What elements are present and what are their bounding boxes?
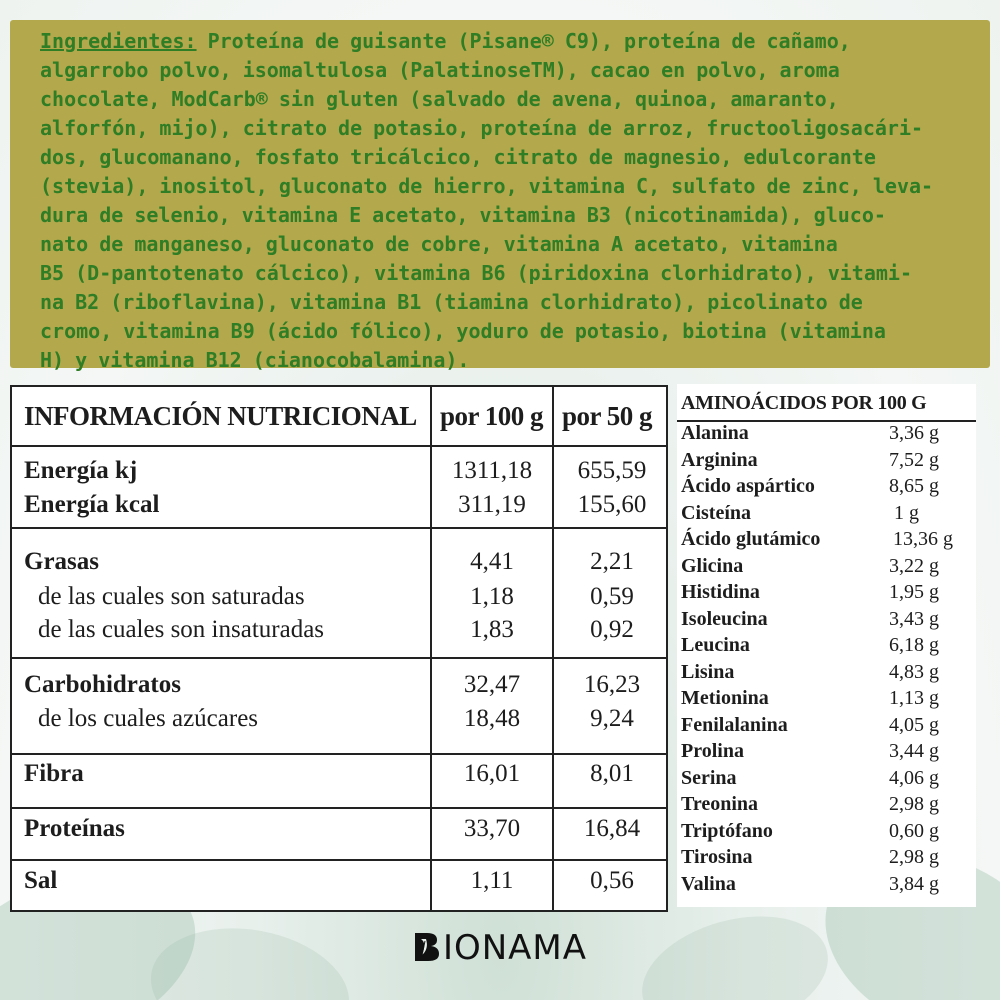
brand-logo — [380, 928, 620, 968]
amino-name: Prolina — [681, 740, 744, 762]
ingredients-line: na B2 (riboflavina), vitamina B1 (tiamina clorhidrato), picolinato de — [40, 290, 863, 314]
amino-value: 4,83 g — [889, 660, 939, 683]
row-label: Proteínas — [24, 815, 125, 842]
value-100g: 311,19 — [458, 491, 526, 518]
amino-name: Ácido glutámico — [681, 528, 821, 550]
table-row — [677, 873, 976, 899]
value-50g: 0,56 — [590, 867, 634, 894]
value-100g: 4,41 — [470, 548, 514, 575]
table-row — [12, 867, 666, 901]
amino-name: Ácido aspártico — [681, 475, 815, 497]
table-row — [677, 767, 976, 793]
amino-value: 0,60 g — [889, 819, 939, 842]
table-row — [12, 491, 666, 525]
table-divider — [12, 657, 666, 659]
table-row — [677, 422, 976, 448]
amino-name: Arginina — [681, 448, 758, 471]
table-row — [12, 548, 666, 582]
table-row — [12, 616, 666, 650]
ingredients-line: (stevia), inositol, gluconato de hierro, vitamina C, sulfato de zinc, leva- — [40, 174, 934, 198]
amino-name: Metionina — [681, 687, 769, 709]
table-row — [677, 555, 976, 581]
table-row — [677, 687, 976, 713]
table-row — [677, 793, 976, 819]
table-row — [677, 528, 976, 554]
value-50g: 0,59 — [590, 583, 634, 610]
ingredients-text: Proteína de guisante (Pisane® C9), proteína de cañamo, — [196, 29, 851, 53]
amino-name: Isoleucina — [681, 607, 768, 630]
brand-name: IONAMA — [442, 928, 588, 968]
amino-name: Cisteína — [681, 501, 751, 524]
amino-name: Valina — [681, 872, 736, 895]
ingredients-line: nato de manganeso, gluconato de cobre, vitamina A acetato, vitamina — [40, 232, 838, 256]
col-header-50g: por 50 g — [562, 401, 653, 431]
ingredients-line — [40, 27, 970, 56]
table-row — [12, 705, 666, 739]
table-row — [677, 634, 976, 660]
amino-value: 13,36 g — [893, 528, 953, 550]
table-row — [677, 608, 976, 634]
amino-value: 8,65 g — [889, 475, 939, 497]
background-leaf — [629, 897, 841, 1000]
col-header-100g: por 100 g — [440, 401, 544, 431]
row-label: de las cuales son saturadas — [38, 583, 305, 610]
amino-value: 3,36 g — [889, 422, 939, 444]
table-row — [677, 449, 976, 475]
ingredients-line: alforfón, mijo), citrato de potasio, proteína de arroz, fructooligosacári- — [40, 116, 924, 140]
value-100g: 33,70 — [463, 815, 521, 842]
amino-name: Fenilalanina — [681, 713, 788, 736]
amino-value: 3,44 g — [889, 740, 939, 762]
row-label: de los cuales azúcares — [38, 705, 259, 732]
table-row — [677, 661, 976, 687]
ingredients-label: Ingredientes: — [40, 29, 197, 53]
ingredients-line: dos, glucomanano, fosfato tricálcico, citrato de magnesio, edulcorante — [40, 145, 876, 169]
row-label: Fibra — [24, 760, 84, 787]
table-row — [12, 815, 666, 849]
amino-value: 1,13 g — [889, 687, 939, 709]
amino-name: Alanina — [681, 422, 749, 444]
ingredients-line: cromo, vitamina B9 (ácido fólico), yoduro de potasio, biotina (vitamina — [40, 319, 886, 343]
amino-name: Histidina — [681, 581, 760, 603]
amino-name: Triptófano — [681, 819, 773, 842]
leaf-b-logo-icon — [413, 931, 441, 963]
table-divider — [12, 527, 666, 529]
amino-value: 2,98 g — [889, 793, 939, 815]
amino-name: Glicina — [681, 554, 744, 577]
table-row — [677, 820, 976, 846]
amino-name: Leucina — [681, 634, 750, 656]
table-row — [677, 475, 976, 501]
nutrition-title: INFORMACIÓN NUTRICIONAL — [24, 401, 417, 431]
value-50g: 155,60 — [577, 491, 647, 518]
amino-header: AMINOÁCIDOS POR 100 G — [681, 392, 927, 414]
table-divider — [12, 859, 666, 861]
amino-value: 3,43 g — [889, 607, 939, 630]
row-label: de las cuales son insaturadas — [38, 616, 325, 643]
table-divider — [12, 807, 666, 809]
amino-value: 6,18 g — [889, 634, 939, 656]
table-divider — [12, 753, 666, 755]
row-label: Carbohidratos — [24, 671, 181, 698]
table-row — [677, 740, 976, 766]
amino-value: 2,98 g — [889, 846, 939, 868]
value-50g: 16,84 — [583, 815, 641, 842]
ingredients-panel — [10, 20, 990, 372]
ingredients-line: algarrobo polvo, isomaltulosa (PalatinoseTM), cacao en polvo, aroma — [40, 58, 840, 82]
amino-name: Tirosina — [681, 846, 753, 868]
value-100g: 32,47 — [463, 671, 521, 698]
value-50g: 16,23 — [583, 671, 641, 698]
row-label: Grasas — [24, 548, 99, 575]
table-row — [12, 671, 666, 705]
table-row — [12, 583, 666, 617]
value-100g: 18,48 — [463, 705, 521, 732]
amino-value: 3,84 g — [889, 872, 939, 895]
value-50g: 0,92 — [590, 616, 634, 643]
value-100g: 1,83 — [470, 616, 514, 643]
table-row — [677, 502, 976, 528]
value-50g: 655,59 — [577, 457, 647, 484]
amino-name: Treonina — [681, 793, 759, 815]
amino-value: 4,05 g — [889, 713, 939, 736]
value-100g: 1311,18 — [451, 457, 533, 484]
value-100g: 16,01 — [463, 760, 521, 787]
row-label: Energía kcal — [24, 491, 160, 518]
value-100g: 1,18 — [470, 583, 514, 610]
table-row — [677, 714, 976, 740]
amino-name: Serina — [681, 766, 737, 789]
amino-name: Lisina — [681, 660, 735, 683]
value-50g: 2,21 — [590, 548, 634, 575]
nutrition-table — [10, 385, 668, 912]
amino-value: 1,95 g — [889, 581, 939, 603]
row-label: Energía kj — [24, 457, 138, 484]
amino-value: 4,06 g — [889, 766, 939, 789]
table-row — [12, 457, 666, 491]
amino-value: 3,22 g — [889, 554, 939, 577]
ingredients-line: chocolate, ModCarb® sin gluten (salvado de avena, quinoa, amaranto, — [40, 87, 839, 111]
value-50g: 8,01 — [590, 760, 634, 787]
table-row — [677, 846, 976, 872]
table-divider — [12, 445, 666, 447]
value-100g: 1,11 — [470, 867, 514, 894]
amino-value: 7,52 g — [889, 448, 939, 471]
value-50g: 9,24 — [590, 705, 634, 732]
ingredients-line: H) y vitamina B12 (cianocobalamina). — [40, 348, 470, 372]
amino-value: 1 g — [894, 501, 919, 524]
ingredients-line: dura de selenio, vitamina E acetato, vitamina B3 (nicotinamida), gluco- — [40, 203, 886, 227]
amino-acids-table — [677, 384, 976, 907]
table-row — [677, 581, 976, 607]
ingredients-line: B5 (D-pantotenato cálcico), vitamina B6 (piridoxina clorhidrato), vitami- — [40, 261, 912, 285]
row-label: Sal — [24, 867, 58, 894]
table-row — [12, 760, 666, 794]
